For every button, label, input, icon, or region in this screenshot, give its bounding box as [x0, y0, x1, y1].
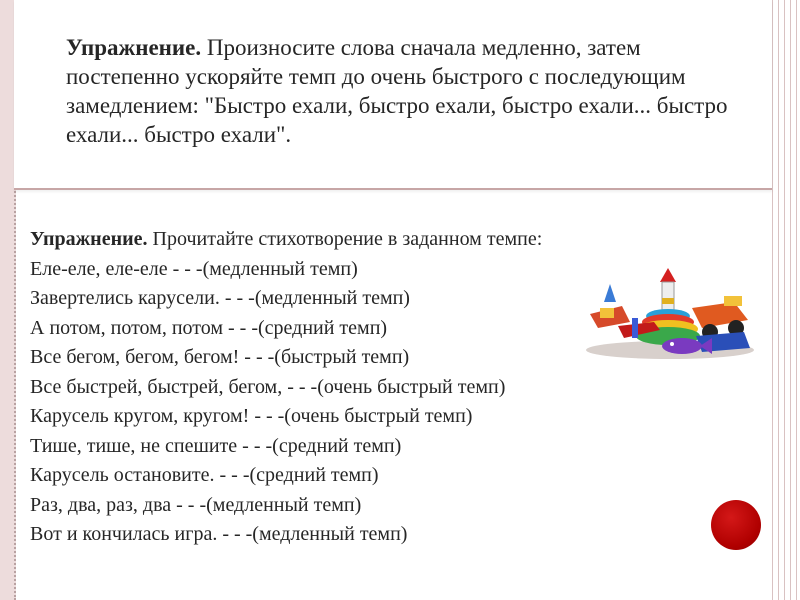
intro-body: Произносите слова сначала медленно, затем постепенно ускоряйте темп до очень быстрого с последующим замедлением: "Быстро ехали, быстро ехали, быстро ехали... быстро ехали... быстро ехали".: [66, 35, 728, 147]
intro-text: [66, 33, 756, 149]
intro-label: Упражнение.: [66, 35, 202, 60]
poem-line: Карусель кругом, кругом! - - -(очень быстрый темп): [30, 405, 473, 427]
intro-panel: [14, 0, 772, 190]
poem-instruction: Прочитайте стихотворение в заданном темпе:: [152, 228, 543, 250]
poem-line: А потом, потом, потом - - -(средний темп): [30, 316, 388, 339]
right-border: [772, 0, 800, 600]
toys-illustration: [584, 262, 756, 360]
poem-line: Карусель остановите. - - -(средний темп): [30, 464, 379, 486]
poem-line: Все бегом, бегом, бегом! - - -(быстрый темп): [30, 346, 410, 368]
poem-line: Тише, тише, не спешите - - -(средний темп): [30, 434, 402, 457]
poem-line: Раз, два, раз, два - - -(медленный темп): [30, 493, 362, 516]
poem-line: Вот и кончилась игра. - - -(медленный темп): [30, 523, 408, 545]
red-circle: [711, 500, 761, 550]
poem-block: [30, 225, 680, 550]
poem-line: Еле-еле, еле-еле - - -(медленный темп): [30, 257, 358, 280]
poem-heading: [30, 225, 680, 255]
poem-line: Все быстрей, быстрей, бегом, - - -(очень быстрый темп): [30, 375, 506, 398]
poem-line: Завертелись карусели. - - -(медленный темп): [30, 287, 410, 309]
poem-label: Упражнение.: [30, 228, 148, 250]
